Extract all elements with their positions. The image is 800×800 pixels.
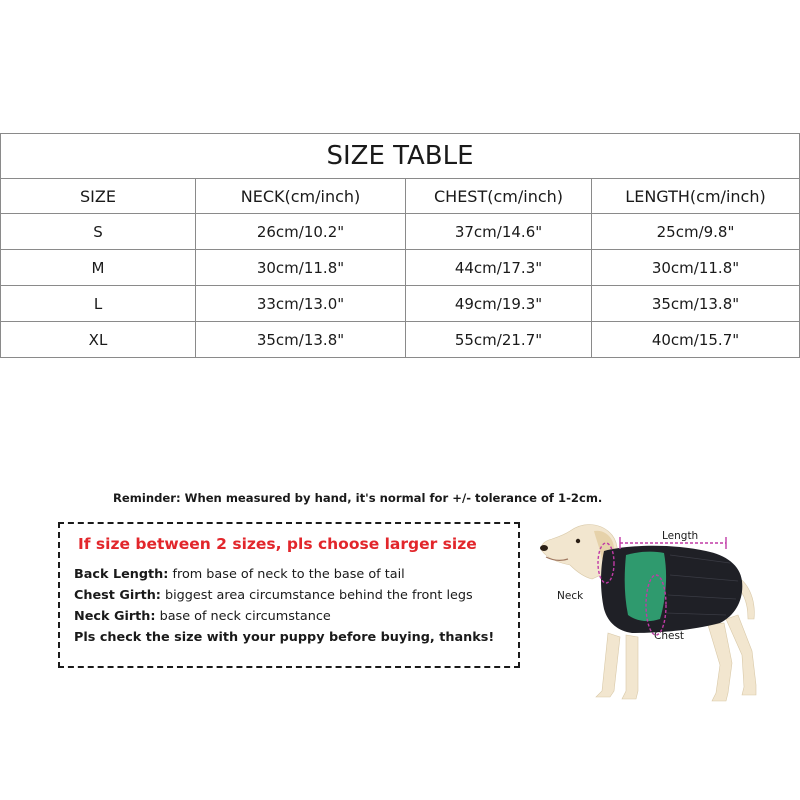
definition-term: Neck Girth: xyxy=(74,609,156,624)
definition-text: from base of neck to the base of tail xyxy=(168,567,405,582)
header-chest: CHEST(cm/inch) xyxy=(406,179,592,214)
cell-length: 35cm/13.8" xyxy=(592,286,800,322)
definition-text: biggest area circumstance behind the front legs xyxy=(160,588,473,603)
back-length-definition xyxy=(74,567,405,582)
cell-neck: 26cm/10.2" xyxy=(196,214,406,250)
header-length: LENGTH(cm/inch) xyxy=(592,179,800,214)
header-neck: NECK(cm/inch) xyxy=(196,179,406,214)
cell-neck: 35cm/13.8" xyxy=(196,322,406,358)
length-label: Length xyxy=(662,530,699,542)
cell-size: M xyxy=(1,250,196,286)
cell-chest: 55cm/21.7" xyxy=(406,322,592,358)
definition-term: Chest Girth: xyxy=(74,588,161,603)
cell-neck: 33cm/13.0" xyxy=(196,286,406,322)
neck-girth-definition xyxy=(74,609,331,624)
size-table-title: SIZE TABLE xyxy=(1,134,800,179)
cell-size: XL xyxy=(1,322,196,358)
header-size: SIZE xyxy=(1,179,196,214)
size-table-header-row xyxy=(1,179,800,214)
chest-girth-definition xyxy=(74,588,473,603)
cell-length: 25cm/9.8" xyxy=(592,214,800,250)
definition-text: base of neck circumstance xyxy=(155,609,331,624)
tolerance-reminder: Reminder: When measured by hand, it's normal for +/- tolerance of 1-2cm. xyxy=(113,491,603,505)
cell-chest: 44cm/17.3" xyxy=(406,250,592,286)
dog-coat xyxy=(601,546,742,633)
notice-headline: If size between 2 sizes, pls choose larger size xyxy=(78,535,477,553)
cell-length: 30cm/11.8" xyxy=(592,250,800,286)
cell-chest: 37cm/14.6" xyxy=(406,214,592,250)
table-row xyxy=(1,322,800,358)
cell-length: 40cm/15.7" xyxy=(592,322,800,358)
cell-chest: 49cm/19.3" xyxy=(406,286,592,322)
definition-term: Back Length: xyxy=(74,567,169,582)
check-size-note: Pls check the size with your puppy before buying, thanks! xyxy=(74,630,495,645)
sizing-notice-box xyxy=(58,522,520,668)
cell-neck: 30cm/11.8" xyxy=(196,250,406,286)
size-table xyxy=(0,133,800,358)
table-row xyxy=(1,286,800,322)
dog-measurement-illustration xyxy=(530,515,790,715)
neck-label: Neck xyxy=(557,590,584,602)
table-row xyxy=(1,250,800,286)
cell-size: L xyxy=(1,286,196,322)
cell-size: S xyxy=(1,214,196,250)
chest-label: Chest xyxy=(654,630,685,642)
table-row xyxy=(1,214,800,250)
